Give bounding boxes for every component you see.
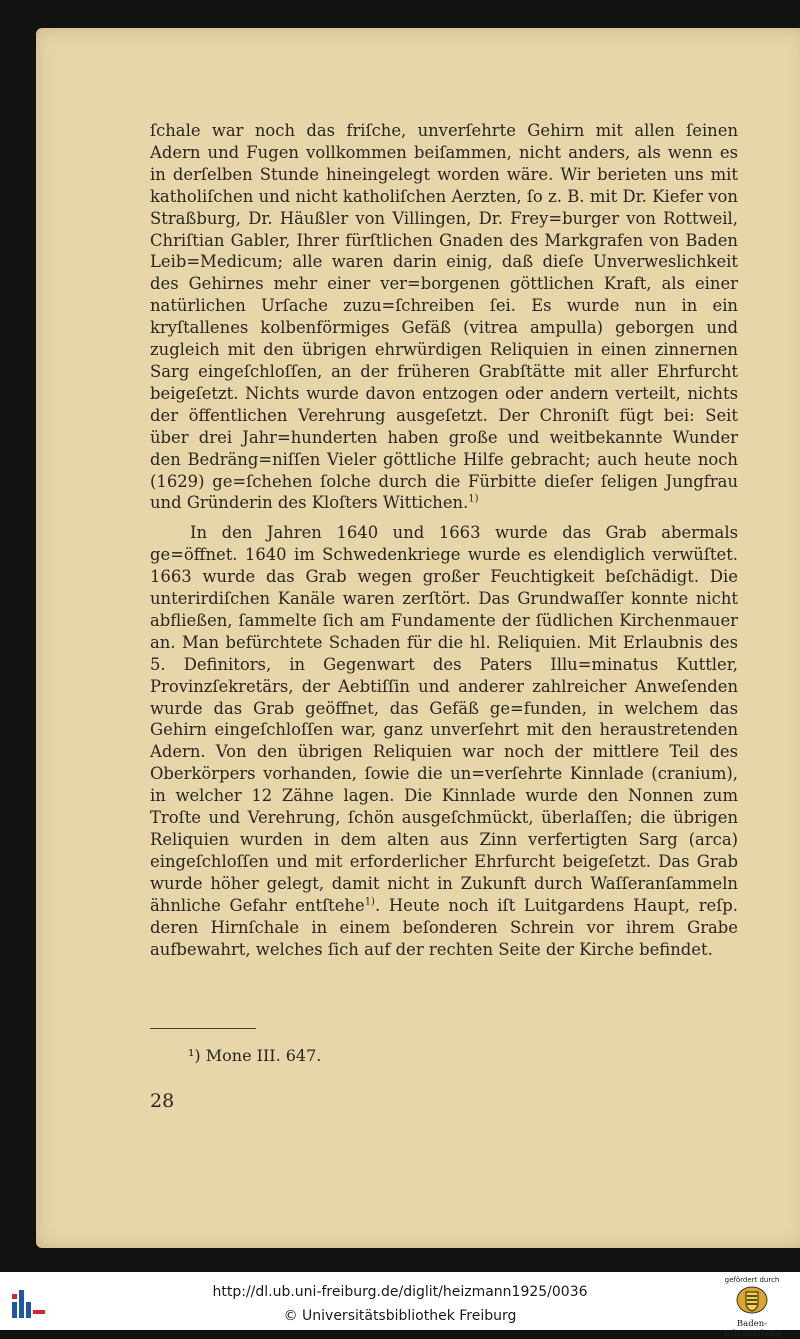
- page-number: 28: [150, 1090, 175, 1112]
- sponsor-badge[interactable]: [710, 1276, 794, 1339]
- viewer-footer: [0, 1272, 800, 1339]
- footnote: ¹) Mone III. 647.: [188, 1046, 322, 1065]
- paragraph-2: [150, 522, 738, 960]
- footnote-divider: [150, 1028, 256, 1029]
- footnote-marker: 1): [468, 493, 479, 505]
- page-body-text: [150, 120, 738, 960]
- paragraph-2-text: In den Jahren 1640 und 1663 wurde das Grab abermals ge=öffnet. 1640 im Schwedenkriege wurde es elendiglich verwüſtet. 1663 wurde das Grab wegen großer Feuchtigkeit beſchädigt. Die unterirdiſchen Kanäle waren zerſtört. Das Grundwaſſer konnte nicht abfließen, ſammelte ſich am Fundamente der ſüdlichen Kirchenmauer an. Man befürchtete Schaden für die hl. Reliquien. Mit Erlaubnis des 5. Definitors, in Gegenwart des Paters Illu=minatus Kuttler, Provinzſekretärs, der Aebtiſſin und anderer zahlreicher Anweſenden wurde das Grab geöffnet, das Gefäß ge=funden, in welchem das Gehirn eingeſchloſſen war, ganz unverſehrt mit den heraustretenden Adern. Von den übrigen Reliquien war noch der mittlere Teil des Oberkörpers vorhanden, ſowie die un=verſehrte Kinnlade (cranium), in welcher 12 Zähne lagen. Die Kinnlade wurde den Nonnen zum Troſte und Verehrung, ſchön ausgeſchmückt, überlaſſen; die übrigen Reliquien wurden in dem alten aus Zinn verfertigten Sarg (arca) eingeſchloſſen und mit erforderlicher Ehrfurcht beigeſetzt. Das Grab wurde höher gelegt, damit nicht in Zukunft durch Waſſeranſammeln ähnliche Gefahr entſtehe: [150, 523, 738, 915]
- sponsor-top-text: gefördert durch: [724, 1276, 780, 1284]
- sponsor-bottom-text: Baden-Württemberg: [723, 1319, 781, 1339]
- paragraph-1: [150, 120, 738, 514]
- document-url[interactable]: http://dl.ub.uni-freiburg.de/diglit/heizmann1925/0036: [212, 1284, 588, 1300]
- paragraph-2-text-end: . Heute noch iſt Luitgardens Haupt, reſp. deren Hirnſchale in einem beſonderen Schrein vor ihrem Grabe aufbewahrt, welches ſich auf der rechten Seite der Kirche befindet.: [150, 895, 739, 959]
- coat-of-arms-icon: [735, 1285, 769, 1315]
- copyright-notice: © Universitätsbibliothek Freiburg: [283, 1308, 517, 1324]
- footnote-marker: 1): [364, 896, 375, 908]
- paragraph-1-text: ſchale war noch das friſche, unverſehrte Gehirn mit allen ſeinen Adern und Fugen vollkommen beiſammen, nicht anders, als wenn es in derſelben Stunde hineingelegt worden wäre. Wir berieten uns mit katholiſchen und nicht katholiſchen Aerzten, ſo z. B. mit Dr. Kiefer von Straßburg, Dr. Häußler von Villingen, Dr. Frey=burger von Rottweil, Chriſtian Gabler, Ihrer fürſtlichen Gnaden des Markgrafen von Baden Leib=Medicum; alle waren darin einig, daß dieſe Unverweslichkeit des Gehirnes mehr einer ver=borgenen göttlichen Kraft, als einer natürlichen Urſache zuzu=ſchreiben ſei. Es wurde nun in ein kryſtallenes kolbenförmiges Gefäß (vitrea ampulla) geborgen und zugleich mit den übrigen ehrwürdigen Reliquien in einen zinnernen Sarg eingeſchloſſen, an der früheren Grabſtätte mit aller Ehrfurcht beigeſetzt. Nichts wurde davon entzogen oder andern verteilt, nichts der öffentlichen Verehrung ausgeſetzt. Der Chroniſt fügt bei: Seit über drei Jahr=hunderten haben große und weitbekannte Wunder den Bedräng=niſſen Vieler göttliche Hilfe gebracht; auch heute noch (1629) ge=ſchehen ſolche durch die Fürbitte dieſer ſeligen Jungfrau und Gründerin des Kloſters Wittichen.: [150, 121, 738, 513]
